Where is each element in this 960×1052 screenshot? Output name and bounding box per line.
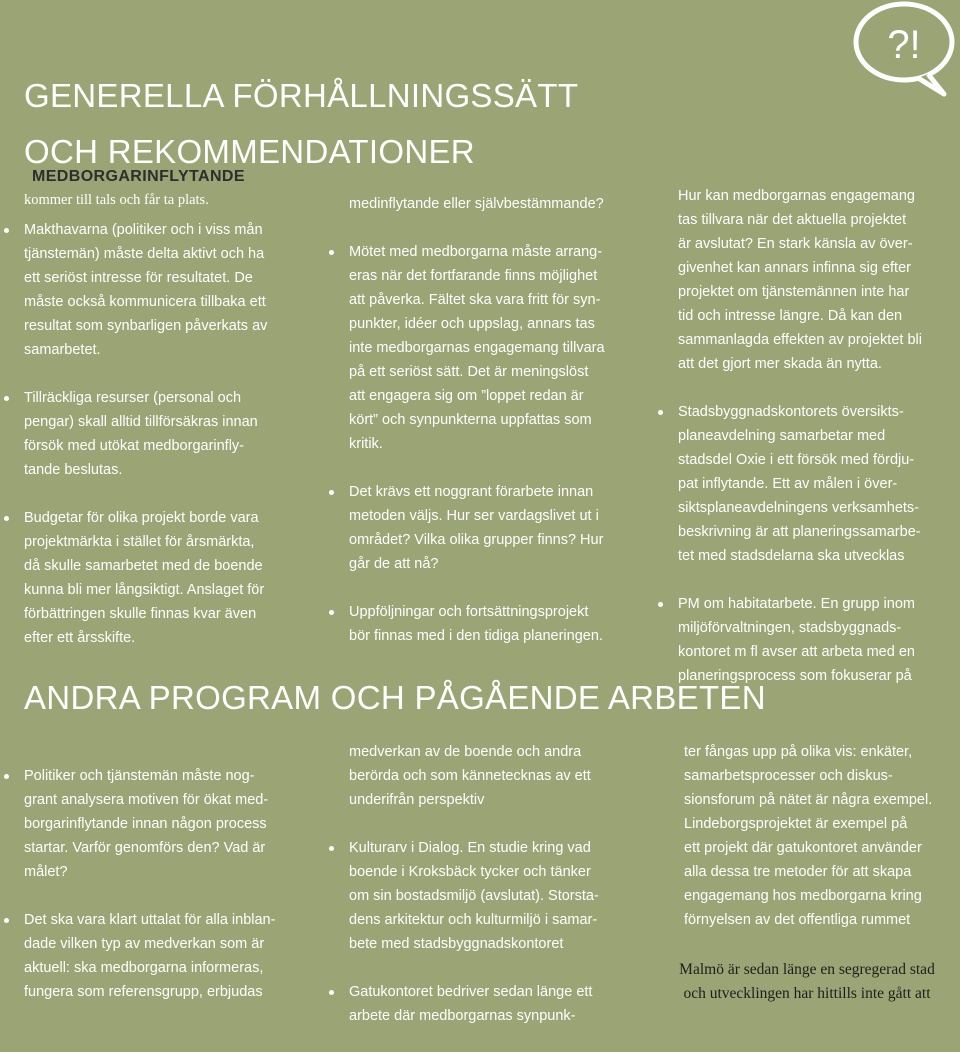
paragraph-text: Gatukontoret bedriver sedan länge ett arbete där medborgarnas synpunk- (349, 984, 593, 1024)
paragraph-text: PM om habitatarbete. En grupp inom miljöförvaltningen, stadsbyggnads- kontoret m fl avser att arbeta med en planeringsprocess som fokuserar på (678, 596, 915, 684)
bullet-paragraph (678, 592, 960, 688)
bubble-text: ?! (887, 23, 921, 67)
bullet-paragraph (24, 908, 314, 1004)
bullet-paragraph (678, 400, 960, 568)
bullet-paragraph (349, 836, 639, 956)
paragraph-text: ter fångas upp på olika vis: enkäter, samarbetsprocesser och diskus- sionsforum på nätet är några exempel. Lindeborgsprojektet är exempel på ett projekt där gatukontoret använder alla dessa tre metoder för att skapa engagemang hos medborgarna kring förnyelsen av det offentliga rummet (684, 744, 933, 928)
column-2-bottom (349, 740, 639, 1052)
column-3-bottom (684, 740, 960, 956)
paragraph-text: Det ska vara klart uttalat för alla inblan- dade vilken typ av medverkan som är aktuell: ska medborgarna informeras, fungera som referensgrupp, erbjudas (24, 912, 276, 1000)
heading-line-2: OCH REKOMMENDATIONER (24, 133, 475, 170)
paragraph-text: Hur kan medborgarnas engagemang tas tillvara när det aktuella projektet är avslutat? En stark känsla av över- givenhet kan annars infinna sig efter projektet om tjänstemännen inte har tid och intresse längre. Då kan den sammanlagda effekten av projektet bli att det gjort mer skada än nytta. (678, 188, 922, 372)
paragraph (349, 740, 639, 812)
pull-quote: Malmö är sedan länge en segregerad stad och utvecklingen har hittills inte gått att (679, 961, 935, 1002)
bullet-paragraph (349, 240, 639, 456)
bullet-icon (658, 602, 663, 607)
bullet-paragraph (349, 600, 639, 648)
paragraph-text: Stadsbyggnadskontorets översikts- planeavdelning samarbetar med stadsdel Oxie i ett försök med fördju- pat inflytande. Ett av målen i över- siktsplaneavdelningens verksamhets- beskrivning är att planeringssamarbe- tet med stadsdelarna ska utvecklas (678, 404, 921, 564)
bullet-icon (658, 410, 663, 415)
bullet-icon (4, 516, 9, 521)
bullet-icon (329, 490, 334, 495)
heading-line-1: GENERELLA FÖRHÅLLNINGSSÄTT (24, 77, 579, 114)
column-2-top (349, 192, 639, 672)
bullet-icon (4, 774, 9, 779)
bullet-paragraph (349, 980, 639, 1028)
subheading: MEDBORGARINFLYTANDE (32, 168, 245, 185)
bullet-icon (4, 228, 9, 233)
bullet-icon (329, 990, 334, 995)
paragraph (684, 740, 960, 932)
bullet-paragraph (24, 764, 314, 884)
bullet-icon (4, 918, 9, 923)
bullet-paragraph (349, 480, 639, 576)
bullet-icon (329, 846, 334, 851)
paragraph (678, 184, 960, 376)
serif-intro: kommer till tals och får ta plats. (24, 192, 209, 208)
paragraph-text: medverkan av de boende och andra berörda och som kännetecknas av ett underifrån perspektiv (349, 744, 591, 808)
paragraph-text: Det krävs ett noggrant förarbete innan metoden väljs. Hur ser vardagslivet ut i området? Vilka olika grupper finns? Hur går de att nå? (349, 484, 604, 572)
bullet-icon (329, 250, 334, 255)
column-3-top (678, 184, 960, 712)
bullet-paragraph (24, 506, 314, 650)
paragraph-text: Mötet med medborgarna måste arrang- eras när det fortfarande finns möjlighet att påverka. Fältet ska vara fritt för syn- punkter, idéer och uppslag, annars tas inte medborgarnas engagemang tillvara på ett seriöst sätt. Det är meningslöst att engagera sig om ”loppet redan är kört” och synpunkterna uppfattas som kritik. (349, 244, 605, 452)
bullet-icon (329, 610, 334, 615)
column-1-bottom (24, 764, 314, 1028)
paragraph-text: Politiker och tjänstemän måste nog- grant analysera motiven för ökat med- borgarinflytande innan någon process startar. Varför genomförs den? Vad är målet? (24, 768, 269, 880)
bullet-paragraph (24, 386, 314, 482)
bullet-icon (4, 396, 9, 401)
bullet-paragraph (24, 218, 314, 362)
paragraph-text: Kulturarv i Dialog. En studie kring vad boende i Kroksbäck tycker och tänker om sin bostadsmiljö (avslutat). Storsta- dens arkitektur och kulturmiljö i samar- bete med stadsbyggnadskontoret (349, 840, 599, 952)
paragraph-text: Uppföljningar och fortsättningsprojekt bör finnas med i den tidiga planeringen. (349, 604, 603, 644)
heading-bottom: ANDRA PROGRAM OCH PÅGÅENDE ARBETEN (24, 679, 766, 716)
paragraph (349, 192, 639, 216)
paragraph-text: Tillräckliga resurser (personal och pengar) skall alltid tillförsäkras innan försök med utökat medborgarinfly- tande beslutas. (24, 390, 258, 478)
paragraph-text: medinflytande eller självbestämmande? (349, 196, 604, 212)
paragraph-text: Budgetar för olika projekt borde vara projektmärkta i stället för årsmärkta, då skulle samarbetet med de boende kunna bli mer långsiktigt. Anslaget för förbättringen skulle finnas kvar även efter ett årsskifte. (24, 510, 265, 646)
speech-bubble-icon (848, 0, 960, 100)
paragraph-text: Makthavarna (politiker och i viss mån tjänstemän) måste delta aktivt och ha ett seriöst intresse för resultatet. De måste också kommunicera tillbaka ett resultat som synbarligen påverkats av samarbetet. (24, 222, 268, 358)
column-1-top (24, 218, 314, 674)
